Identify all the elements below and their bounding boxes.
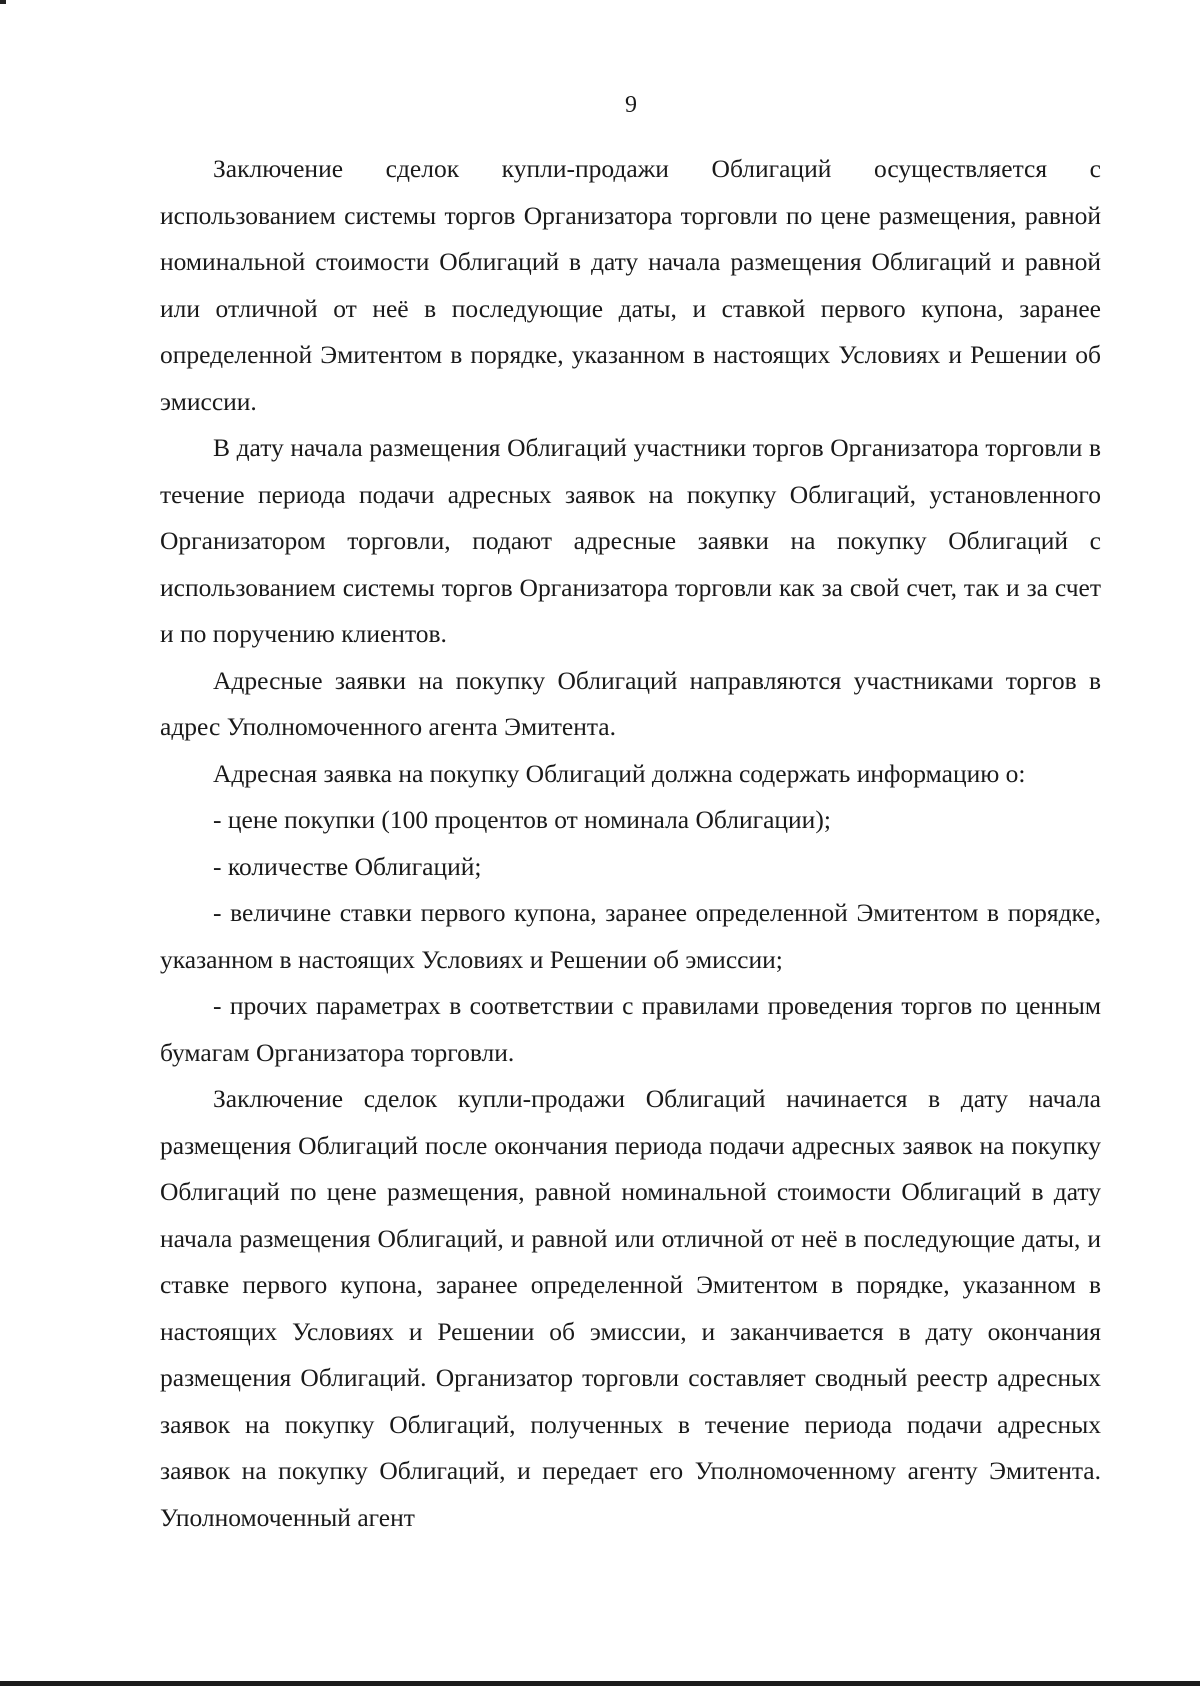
list-item-coupon-rate: - величине ставки первого купона, заранее определенной Эмитентом в порядке, указанном в настоящих Условиях и Решении об эмиссии;	[160, 898, 1101, 974]
paragraph-addressed-orders: Адресные заявки на покупку Облигаций направляются участниками торгов в адрес Уполномоченного агента Эмитента.	[160, 665, 1101, 741]
list-item-other-parameters: - прочих параметрах в соответствии с правилами проведения торгов по ценным бумагам Организатора торговли.	[160, 991, 1101, 1067]
document-body	[160, 146, 1101, 1541]
paragraph-order-contents: Адресная заявка на покупку Облигаций должна содержать информацию о:	[213, 758, 1026, 788]
page-number: 9	[625, 92, 637, 118]
paragraph-placement-start: В дату начала размещения Облигаций участники торгов Организатора торговли в течение периода подачи адресных заявок на покупку Облигаций, установленного Организатором торговли, подают адресные заявки на покупку Облигаций с использованием системы торгов Организатора торговли как за свой счет, так и за счет и по поручению клиентов.	[160, 433, 1101, 648]
paragraph-deal-conclusion: Заключение сделок купли-продажи Облигаций осуществляется с использованием системы торгов Организатора торговли по цене размещения, равной номинальной стоимости Облигаций в дату начала размещения Облигаций и равной или отличной от неё в последующие даты, и ставкой первого купона, заранее определенной Эмитентом в порядке, указанном в настоящих Условиях и Решении об эмиссии.	[160, 154, 1101, 416]
list-item-quantity: - количестве Облигаций;	[213, 851, 482, 881]
scan-edge-mark	[0, 0, 6, 4]
list-item-price: - цене покупки (100 процентов от номинала Облигации);	[213, 805, 831, 834]
paragraph-deal-period: Заключение сделок купли-продажи Облигаций начинается в дату начала размещения Облигаций после окончания периода подачи адресных заявок на покупку Облигаций по цене размещения, равной номинальной стоимости Облигаций в дату начала размещения Облигаций, и равной или отличной от неё в последующие даты, и ставке первого купона, заранее определенной Эмитентом в порядке, указанном в настоящих Условиях и Решении об эмиссии, и заканчивается в дату окончания размещения Облигаций. Организатор торговли составляет сводный реестр адресных заявок на покупку Облигаций, полученных в течение периода подачи адресных заявок на покупку Облигаций, и передает его Уполномоченному агенту Эмитента. Уполномоченный агент	[160, 1084, 1101, 1532]
bottom-scan-border	[0, 1681, 1200, 1686]
